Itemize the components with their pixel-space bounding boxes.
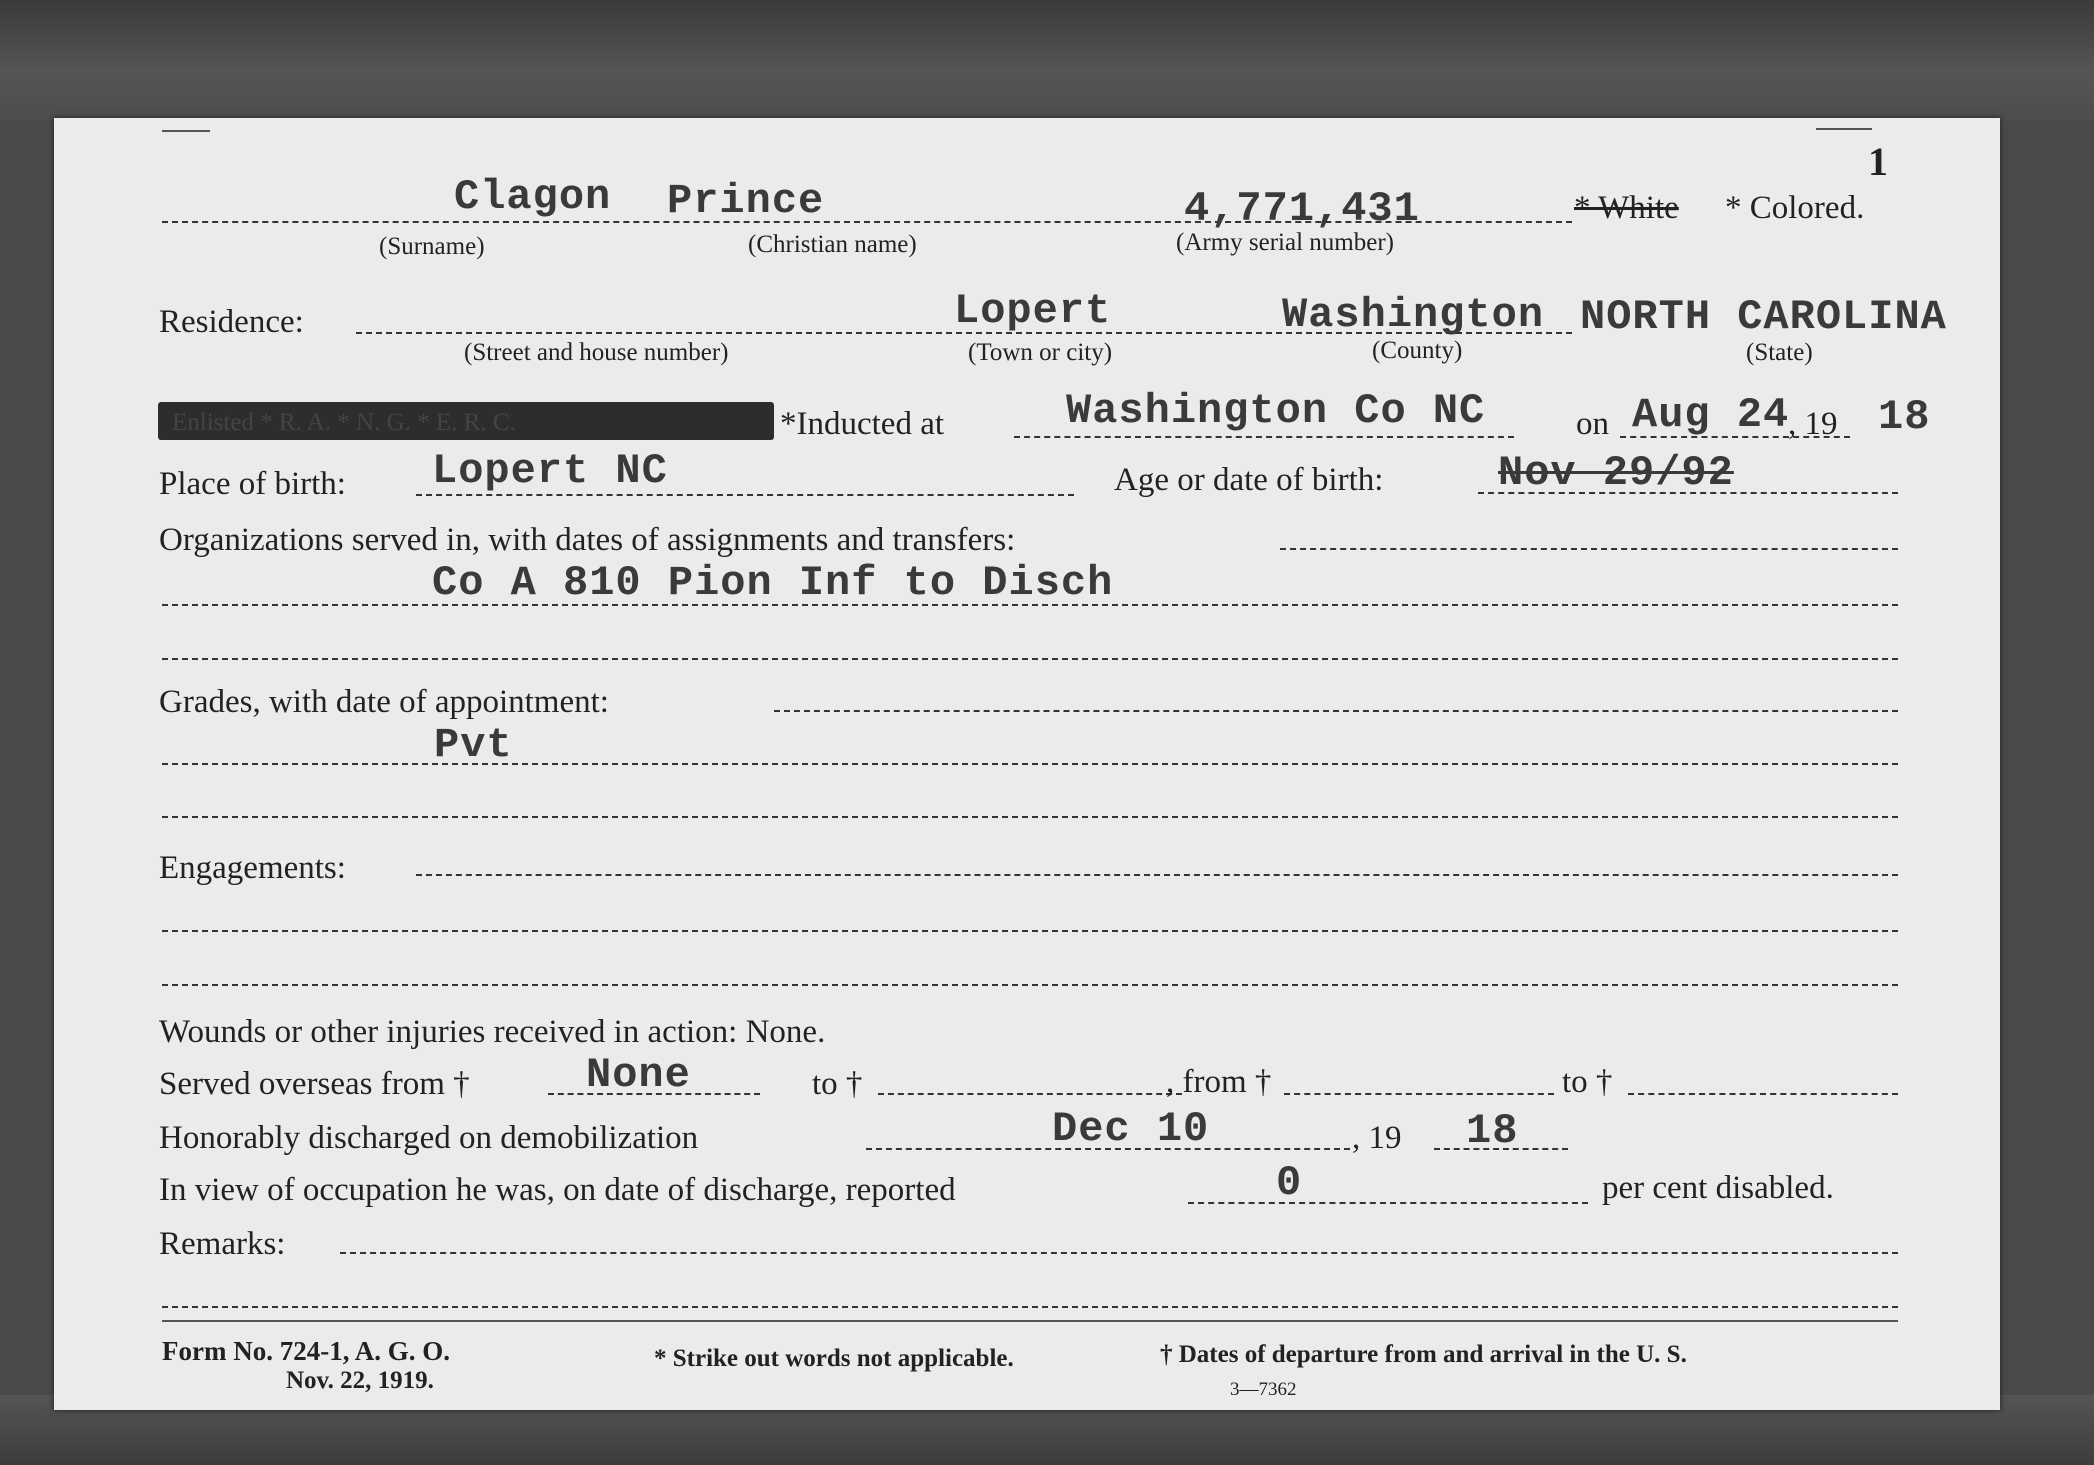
scan-background-top	[0, 0, 2094, 120]
birthdate-label: Age or date of birth:	[1114, 462, 1384, 498]
disability-line	[1188, 1202, 1588, 1204]
christian-name-caption: (Christian name)	[748, 231, 917, 258]
county-caption: (County)	[1372, 337, 1463, 364]
overseas-to-label: to †	[812, 1066, 863, 1102]
engagements-label: Engagements:	[159, 850, 346, 886]
inducted-year-prefix: , 19	[1788, 406, 1838, 442]
corner-rule	[162, 130, 210, 132]
remarks-line-2	[162, 1306, 1898, 1308]
wounds-label: Wounds or other injuries received in action: None.	[159, 1014, 826, 1050]
residence-county-value: Washington	[1282, 291, 1545, 339]
residence-state-value: NORTH CAROLINA	[1580, 293, 1947, 341]
race-colored-option: * Colored.	[1725, 190, 1865, 226]
organizations-value: Co A 810 Pion Inf to Disch	[432, 559, 1114, 607]
town-caption: (Town or city)	[968, 339, 1113, 366]
card-number: 1	[1868, 139, 1888, 184]
birthplace-value: Lopert NC	[432, 447, 668, 495]
footer-rule	[162, 1320, 1898, 1322]
inducted-place-line	[1014, 436, 1514, 438]
remarks-label: Remarks:	[159, 1226, 286, 1262]
overseas-to2-line	[1628, 1093, 1898, 1095]
grades-label: Grades, with date of appointment:	[159, 684, 609, 720]
inducted-place-value: Washington Co NC	[1066, 387, 1486, 435]
dates-note: † Dates of departure from and arrival in the U. S.	[1160, 1341, 1687, 1368]
surname-caption: (Surname)	[379, 233, 485, 260]
disability-suffix: per cent disabled.	[1602, 1170, 1834, 1206]
redacted-enlistment-text: Enlisted * R. A. * N. G. * E. R. C.	[158, 402, 774, 440]
christian-name-value: Prince	[667, 177, 825, 225]
form-date: Nov. 22, 1919.	[286, 1367, 434, 1394]
serial-number-caption: (Army serial number)	[1176, 229, 1394, 256]
inducted-year-value: 18	[1878, 393, 1931, 441]
overseas-to-line	[878, 1093, 1182, 1095]
engagements-line-3	[162, 984, 1898, 986]
print-code: 3—7362	[1230, 1379, 1297, 1400]
inducted-at-label: *Inducted at	[780, 406, 945, 442]
inducted-on-label: on	[1576, 406, 1609, 442]
overseas-to2-label: to †	[1562, 1064, 1613, 1100]
engagements-line-1	[416, 874, 1898, 876]
residence-label: Residence:	[159, 304, 304, 340]
surname-value: Clagon	[454, 173, 612, 221]
overseas-from-value: None	[586, 1051, 691, 1099]
residence-town-value: Lopert	[954, 287, 1112, 335]
grades-line-1	[774, 710, 1898, 712]
overseas-from2-line	[1284, 1093, 1554, 1095]
race-white-option: * White	[1574, 190, 1679, 226]
organizations-line-1	[1280, 548, 1898, 550]
disability-label: In view of occupation he was, on date of discharge, reported	[159, 1172, 956, 1208]
grades-line-2	[162, 763, 1898, 765]
strike-note: * Strike out words not applicable.	[654, 1345, 1014, 1372]
overseas-label: Served overseas from †	[159, 1066, 470, 1102]
discharge-label: Honorably discharged on demobilization	[159, 1120, 699, 1156]
corner-rule-right	[1816, 128, 1872, 130]
engagements-line-2	[162, 930, 1898, 932]
state-caption: (State)	[1746, 339, 1813, 366]
grades-line-3	[162, 816, 1898, 818]
birthplace-label: Place of birth:	[159, 466, 346, 502]
discharge-date-value: Dec 10	[1052, 1105, 1210, 1153]
inducted-date-value: Aug 24	[1632, 391, 1790, 439]
organizations-line-3	[162, 658, 1898, 660]
discharge-year-value: 18	[1466, 1107, 1519, 1155]
service-record-card	[54, 118, 2000, 1410]
street-caption: (Street and house number)	[464, 339, 729, 366]
form-number: Form No. 724-1, A. G. O.	[162, 1336, 450, 1366]
disability-value: 0	[1276, 1159, 1303, 1207]
grades-value: Pvt	[434, 721, 513, 769]
serial-number-value: 4,771,431	[1184, 185, 1420, 233]
organizations-label: Organizations served in, with dates of assignments and transfers:	[159, 522, 1016, 558]
overseas-from2-label: , from †	[1166, 1064, 1272, 1100]
birthdate-value: Nov 29/92	[1498, 449, 1734, 497]
remarks-line-1	[340, 1252, 1898, 1254]
discharge-year-prefix: , 19	[1352, 1120, 1402, 1156]
